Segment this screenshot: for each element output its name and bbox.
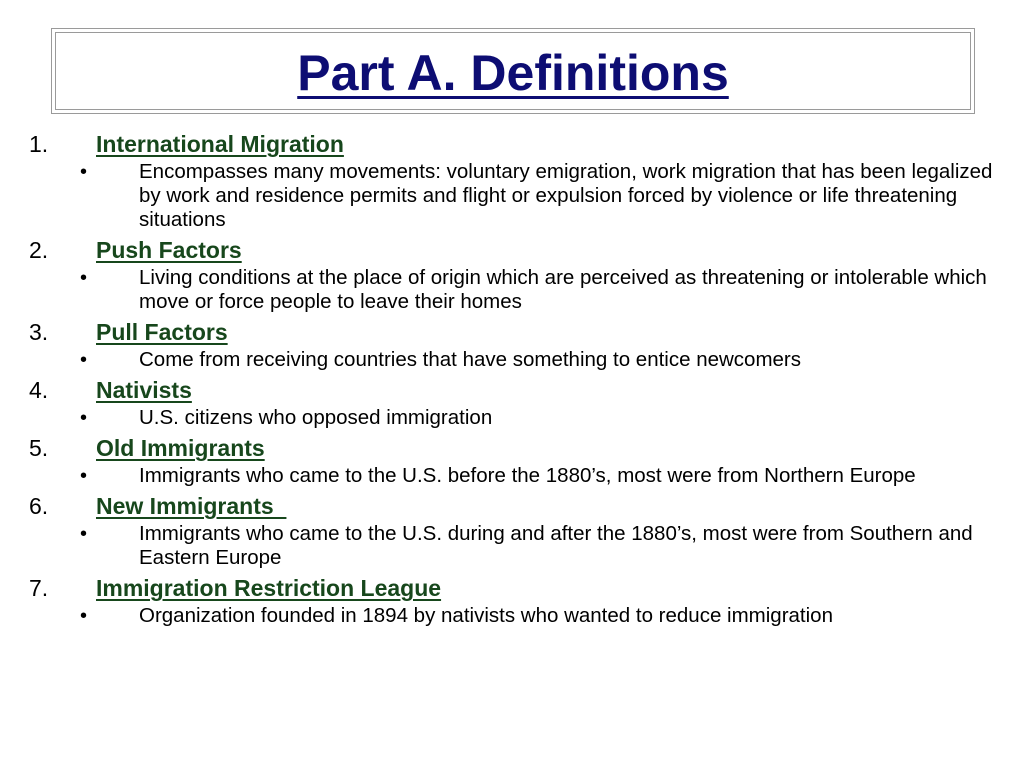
term-nativists: Nativists xyxy=(96,377,192,403)
term-row xyxy=(0,490,1024,522)
term-pull-factors: Pull Factors xyxy=(96,319,228,345)
definitions-list xyxy=(0,128,1024,630)
item-number: 3. xyxy=(29,319,49,345)
bullet-icon: • xyxy=(80,605,88,627)
definition-text: Organization founded in 1894 by nativists who wanted to reduce immigration xyxy=(139,604,833,627)
term-row xyxy=(0,316,1024,348)
page-title: Part A. Definitions xyxy=(297,45,729,101)
term-international-migration: International Migration xyxy=(96,131,344,157)
definition-text: Encompasses many movements: voluntary emigration, work migration that has been legalized by work and residence permits and flight or expulsion forced by violence or life threatening situations xyxy=(139,160,993,231)
definition-text: Immigrants who came to the U.S. during and after the 1880’s, most were from Southern and Eastern Europe xyxy=(139,522,973,569)
description-row xyxy=(0,406,1024,430)
definition-item-4 xyxy=(0,374,1024,430)
definition-item-7 xyxy=(0,572,1024,628)
item-number: 6. xyxy=(29,493,49,519)
definition-item-1 xyxy=(0,128,1024,232)
definition-text: Immigrants who came to the U.S. before the 1880’s, most were from Northern Europe xyxy=(139,464,916,487)
title-box xyxy=(51,28,975,114)
bullet-icon: • xyxy=(80,407,88,429)
description-row xyxy=(0,522,1024,570)
description-row xyxy=(0,160,1024,232)
term-row xyxy=(0,432,1024,464)
definition-item-6 xyxy=(0,490,1024,570)
definition-item-5 xyxy=(0,432,1024,488)
term-row xyxy=(0,374,1024,406)
item-number: 1. xyxy=(29,131,49,157)
term-row xyxy=(0,572,1024,604)
item-number: 2. xyxy=(29,237,49,263)
term-old-immigrants: Old Immigrants xyxy=(96,435,265,461)
item-number: 5. xyxy=(29,435,49,461)
term-new-immigrants: New Immigrants xyxy=(96,493,287,519)
item-number: 7. xyxy=(29,575,49,601)
description-row xyxy=(0,266,1024,314)
definition-item-2 xyxy=(0,234,1024,314)
term-push-factors: Push Factors xyxy=(96,237,242,263)
definition-text: U.S. citizens who opposed immigration xyxy=(139,406,493,429)
bullet-icon: • xyxy=(80,267,88,289)
term-immigration-restriction-league: Immigration Restriction League xyxy=(96,575,442,601)
bullet-icon: • xyxy=(80,349,88,371)
definition-text: Living conditions at the place of origin which are perceived as threatening or intolerable which move or force people to leave their homes xyxy=(139,266,987,313)
description-row xyxy=(0,348,1024,372)
bullet-icon: • xyxy=(80,465,88,487)
bullet-icon: • xyxy=(80,523,88,545)
definition-text: Come from receiving countries that have something to entice newcomers xyxy=(139,348,802,371)
term-row xyxy=(0,234,1024,266)
term-row xyxy=(0,128,1024,160)
description-row xyxy=(0,464,1024,488)
bullet-icon: • xyxy=(80,161,88,183)
item-number: 4. xyxy=(29,377,49,403)
definition-item-3 xyxy=(0,316,1024,372)
description-row xyxy=(0,604,1024,628)
